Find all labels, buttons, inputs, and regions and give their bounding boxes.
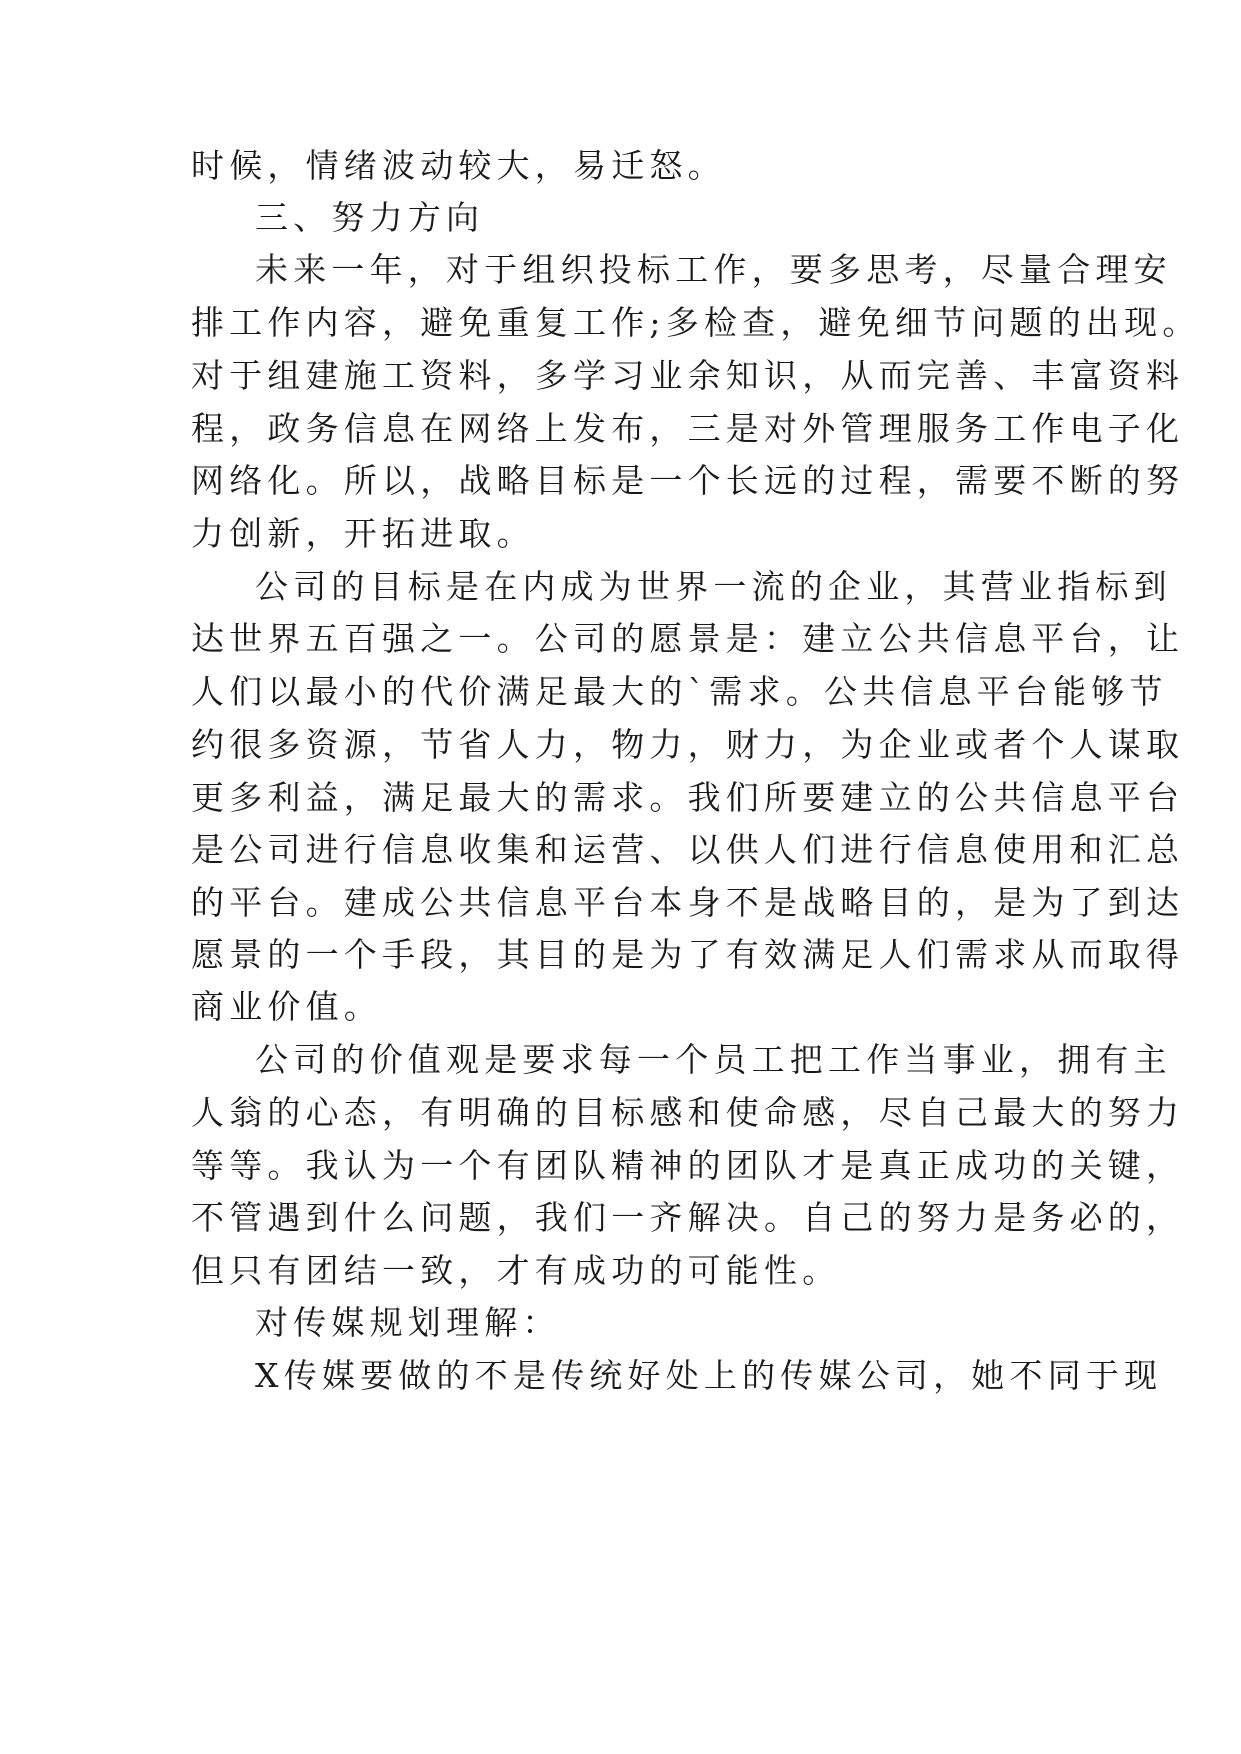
text-line: 公司的目标是在内成为世界一流的企业，其营业指标到 <box>255 567 1172 606</box>
text-line: 人们以最小的代价满足最大的`需求。公共信息平台能够节 <box>191 672 1168 711</box>
text-line: 公司的价值观是要求每一个员工把工作当事业，拥有主 <box>255 1040 1172 1079</box>
text-line: 时候，情绪波动较大，易迁怒。 <box>191 146 726 185</box>
text-line: 达世界五百强之一。公司的愿景是：建立公共信息平台，让 <box>191 619 1185 658</box>
text-line: 排工作内容，避免重复工作;多检查，避免细节问题的出现。 <box>191 303 1201 342</box>
text-line: 但只有团结一致，才有成功的可能性。 <box>191 1251 841 1290</box>
text-line: 不管遇到什么问题，我们一齐解决。自己的努力是务必的， <box>191 1198 1185 1237</box>
text-line: 人翁的心态，有明确的目标感和使命感，尽自己最大的努力 <box>191 1093 1185 1132</box>
text-line: 是公司进行信息收集和运营、以供人们进行信息使用和汇总 <box>191 830 1185 869</box>
text-line: 愿景的一个手段，其目的是为了有效满足人们需求从而取得 <box>191 935 1185 974</box>
text-line: X传媒要做的不是传统好处上的传媒公司，她不同于现 <box>255 1356 1163 1395</box>
text-line: 约很多资源，节省人力，物力，财力，为企业或者个人谋取 <box>191 725 1185 764</box>
text-line: 网络化。所以，战略目标是一个长远的过程，需要不断的努 <box>191 461 1185 500</box>
text-line: 商业价值。 <box>191 987 382 1026</box>
text-line: 力创新，开拓进取。 <box>191 514 535 553</box>
section-heading: 三、努力方向 <box>255 198 485 237</box>
text-line: 程，政务信息在网络上发布，三是对外管理服务工作电子化 <box>191 409 1185 448</box>
section-heading: 对传媒规划理解： <box>255 1303 561 1342</box>
text-line: 的平台。建成公共信息平台本身不是战略目的，是为了到达 <box>191 883 1185 922</box>
text-line: 对于组建施工资料，多学习业余知识，从而完善、丰富资料 <box>191 356 1185 395</box>
text-line: 未来一年，对于组织投标工作，要多思考，尽量合理安 <box>255 250 1172 289</box>
text-line: 等等。我认为一个有团队精神的团队才是真正成功的关键， <box>191 1146 1185 1185</box>
text-line: 更多利益，满足最大的需求。我们所要建立的公共信息平台 <box>191 778 1185 817</box>
